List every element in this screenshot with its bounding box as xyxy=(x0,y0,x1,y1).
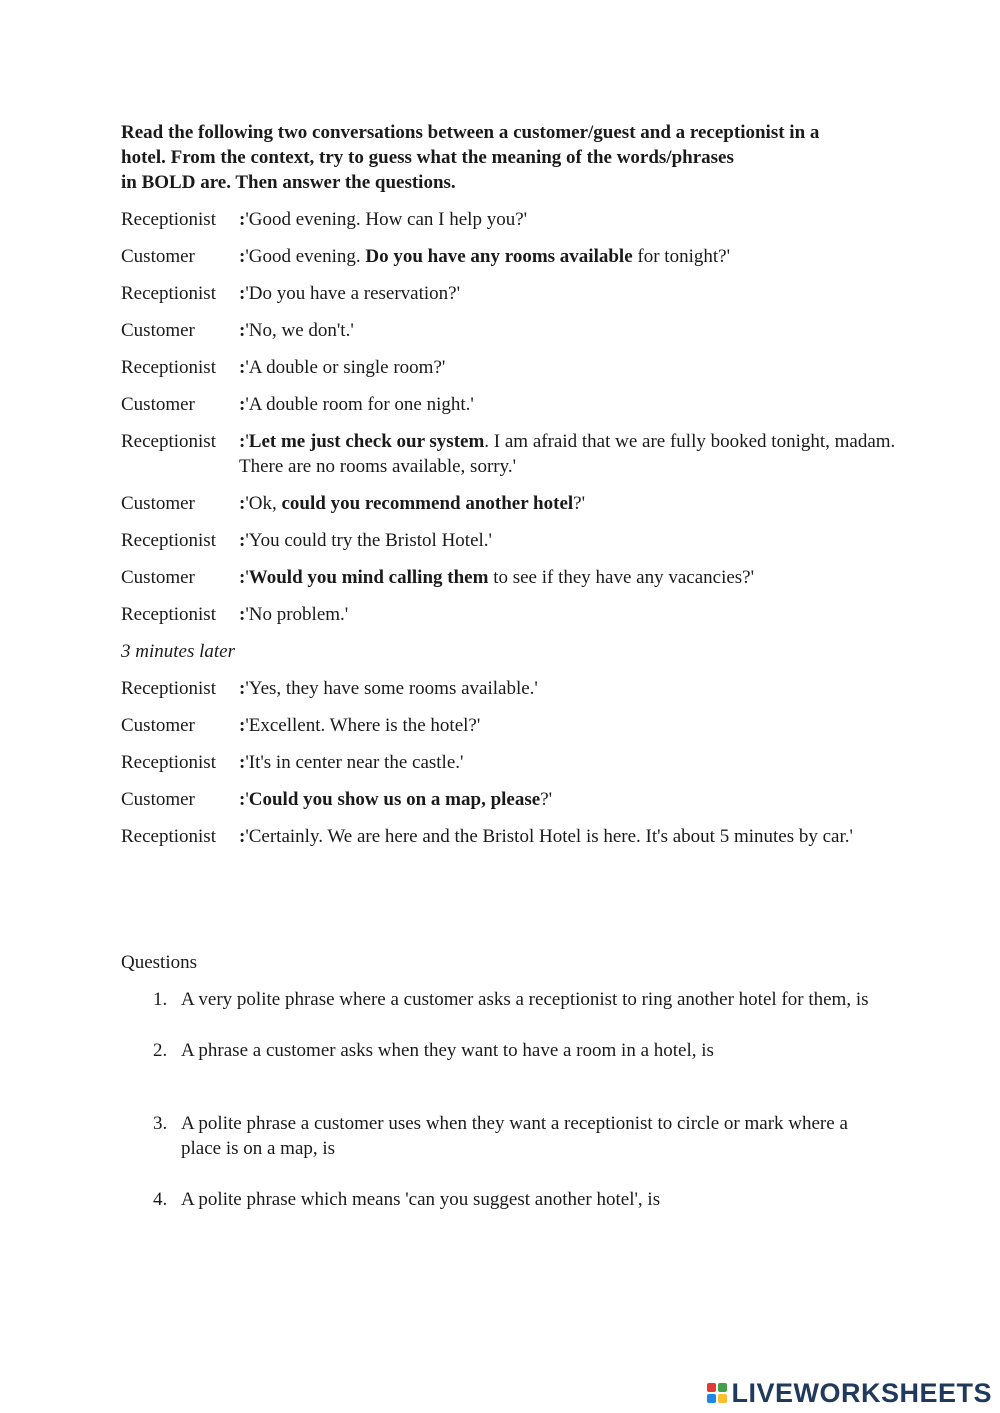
speaker-label: Customer xyxy=(121,320,195,341)
question-number-text: 3. xyxy=(153,1113,168,1134)
speaker-label: Receptionist xyxy=(121,678,216,699)
line-text: ?' xyxy=(540,789,553,810)
questions-list xyxy=(121,987,881,1212)
question-text: A phrase a customer asks when they want to have a room in a hotel, is xyxy=(181,1040,714,1061)
logo-mark-icon xyxy=(707,1383,727,1403)
instructions-line: Read the following two conversations between a customer/guest and a receptionist in a xyxy=(121,122,820,143)
speaker-label: Receptionist xyxy=(121,357,216,378)
dialogue-line xyxy=(239,318,901,343)
line-text: 'Ok, xyxy=(245,493,282,514)
dialogue-line xyxy=(239,429,901,479)
worksheet xyxy=(121,120,901,849)
question-number-text: 1. xyxy=(153,989,168,1010)
dialogue-colon: : xyxy=(239,246,246,267)
line-text: ' xyxy=(245,567,249,588)
question-item xyxy=(121,987,881,1012)
question-number-text: 4. xyxy=(153,1189,168,1210)
speaker-label: Receptionist xyxy=(121,752,216,773)
speaker-label: Receptionist xyxy=(121,826,216,847)
dialogue-line xyxy=(239,750,901,775)
logo-square xyxy=(707,1383,716,1392)
dialogue-turn xyxy=(121,491,901,516)
line-text: 'Good evening. How can I help you?' xyxy=(245,209,528,230)
dialogue-colon: : xyxy=(239,431,246,452)
dialogue-line xyxy=(239,207,901,232)
bold-phrase: Could you show us on a map, please xyxy=(248,789,541,810)
dialogue-line xyxy=(239,565,901,590)
dialogue-colon: : xyxy=(239,283,246,304)
bold-phrase: Would you mind calling them xyxy=(248,567,489,588)
line-text: 'Yes, they have some rooms available.' xyxy=(245,678,538,699)
dialogue-turn xyxy=(121,392,901,417)
speaker-label: Receptionist xyxy=(121,604,216,625)
dialogue-line xyxy=(239,355,901,380)
question-text: A very polite phrase where a customer asks a receptionist to ring another hotel for them, is xyxy=(181,989,869,1010)
dialogue-line xyxy=(239,491,901,516)
speaker-label: Receptionist xyxy=(121,431,216,452)
dialogue-turn xyxy=(121,318,901,343)
speaker-label: Receptionist xyxy=(121,283,216,304)
line-text: to see if they have any vacancies?' xyxy=(488,567,755,588)
dialogue-colon: : xyxy=(239,826,246,847)
line-text: ?' xyxy=(573,493,586,514)
line-text: 'It's in center near the castle.' xyxy=(245,752,464,773)
dialogue-turn xyxy=(121,281,901,306)
line-text: . I am afraid that we are fully booked tonight, madam. There are no rooms available, sorry.' xyxy=(239,431,896,477)
dialogue-colon: : xyxy=(239,209,246,230)
dialogue-colon: : xyxy=(239,357,246,378)
conversation-part-2 xyxy=(121,676,901,849)
dialogue-line xyxy=(239,602,901,627)
dialogue-colon: : xyxy=(239,715,246,736)
question-number xyxy=(121,1038,181,1063)
dialogue-line xyxy=(239,824,901,849)
dialogue-line xyxy=(239,787,901,812)
speaker-label: Customer xyxy=(121,789,195,810)
speaker-label: Customer xyxy=(121,246,195,267)
dialogue-line xyxy=(239,244,901,269)
line-text: 'A double room for one night.' xyxy=(245,394,474,415)
dialogue-turn xyxy=(121,355,901,380)
dialogue-colon: : xyxy=(239,604,246,625)
dialogue-turn xyxy=(121,602,901,627)
speaker-label: Customer xyxy=(121,567,195,588)
line-text: ' xyxy=(245,789,249,810)
bold-phrase: Do you have any rooms available xyxy=(365,246,633,267)
dialogue-colon: : xyxy=(239,530,246,551)
question-number-text: 2. xyxy=(153,1040,168,1061)
dialogue-turn xyxy=(121,824,901,849)
dialogue-turn xyxy=(121,787,901,812)
dialogue-colon: : xyxy=(239,789,246,810)
bold-phrase: Let me just check our system xyxy=(248,431,485,452)
conversation-part-1 xyxy=(121,207,901,627)
question-item xyxy=(121,1187,881,1212)
dialogue-turn xyxy=(121,676,901,701)
line-text: 'Do you have a reservation?' xyxy=(245,283,461,304)
dialogue-colon: : xyxy=(239,567,246,588)
instructions xyxy=(121,120,901,195)
line-text: 'Certainly. We are here and the Bristol Hotel is here. It's about 5 minutes by car.' xyxy=(245,826,853,847)
speaker-label: Customer xyxy=(121,394,195,415)
instructions-line: in BOLD are. Then answer the questions. xyxy=(121,172,456,193)
dialogue-line xyxy=(239,528,901,553)
question-number xyxy=(121,987,181,1012)
question-number xyxy=(121,1111,181,1161)
dialogue-turn xyxy=(121,207,901,232)
question-text: A polite phrase a customer uses when they want a receptionist to circle or mark where a place is on a map, is xyxy=(181,1113,848,1159)
dialogue-line xyxy=(239,713,901,738)
question-item xyxy=(121,1111,881,1161)
line-text: 'Good evening. xyxy=(245,246,366,267)
logo-square xyxy=(707,1394,716,1403)
logo-square xyxy=(718,1383,727,1392)
line-text: 'No, we don't.' xyxy=(245,320,354,341)
dialogue-turn xyxy=(121,429,901,479)
bold-phrase: could you recommend another hotel xyxy=(281,493,574,514)
question-number xyxy=(121,1187,181,1212)
dialogue-colon: : xyxy=(239,320,246,341)
line-text: ' xyxy=(245,431,249,452)
dialogue-colon: : xyxy=(239,752,246,773)
dialogue-line xyxy=(239,676,901,701)
instructions-line: hotel. From the context, try to guess what the meaning of the words/phrases xyxy=(121,147,734,168)
line-text: for tonight?' xyxy=(632,246,730,267)
line-text: 'A double or single room?' xyxy=(245,357,446,378)
logo-square xyxy=(718,1394,727,1403)
question-text: A polite phrase which means 'can you suggest another hotel', is xyxy=(181,1189,661,1210)
dialogue-colon: : xyxy=(239,493,246,514)
dialogue-line xyxy=(239,392,901,417)
speaker-label: Receptionist xyxy=(121,530,216,551)
questions-title: Questions xyxy=(121,952,197,973)
speaker-label: Receptionist xyxy=(121,209,216,230)
line-text: 'Excellent. Where is the hotel?' xyxy=(245,715,481,736)
liveworksheets-logo xyxy=(707,1378,992,1408)
line-text: 'You could try the Bristol Hotel.' xyxy=(245,530,492,551)
question-item xyxy=(121,1038,881,1063)
questions-section xyxy=(121,950,881,1212)
dialogue-line xyxy=(239,281,901,306)
line-text: 'No problem.' xyxy=(245,604,349,625)
dialogue-turn xyxy=(121,750,901,775)
logo-text: LIVEWORKSHEETS xyxy=(731,1377,992,1408)
speaker-label: Customer xyxy=(121,493,195,514)
dialogue-colon: : xyxy=(239,678,246,699)
speaker-label: Customer xyxy=(121,715,195,736)
stage-note: 3 minutes later xyxy=(121,641,235,662)
dialogue-colon: : xyxy=(239,394,246,415)
dialogue-turn xyxy=(121,528,901,553)
dialogue-turn xyxy=(121,713,901,738)
dialogue-turn xyxy=(121,565,901,590)
dialogue-turn xyxy=(121,244,901,269)
